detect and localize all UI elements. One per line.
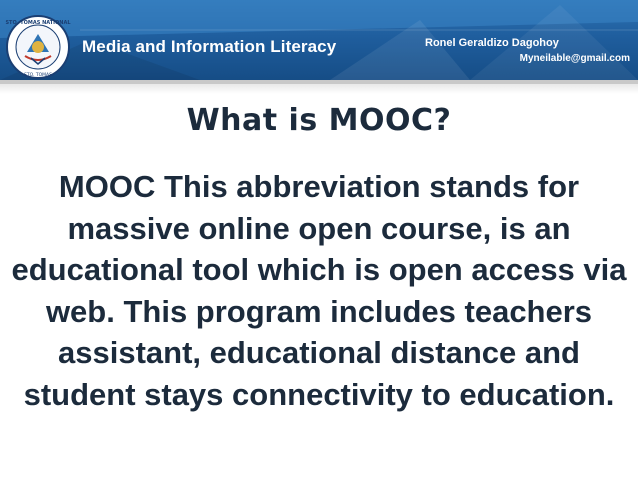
svg-text:STO. TOMAS NATIONAL: STO. TOMAS NATIONAL — [5, 20, 71, 26]
header-divider-shadow — [0, 84, 638, 94]
course-title: Media and Information Literacy — [82, 37, 337, 56]
header-banner — [0, 0, 638, 80]
author-email: Myneilable@gmail.com — [519, 53, 630, 64]
author-name: Ronel Geraldizo Dagohoy — [425, 37, 559, 49]
slide-body-text: MOOC This abbreviation stands for massive online open course, is an educational tool which is open access via web. This program includes teachers assistant, educational distance and student stays connectivity to education. — [11, 169, 627, 412]
school-seal-logo — [5, 14, 71, 80]
slide-title: What is MOOC? — [186, 103, 452, 138]
svg-text:STO. TOMAS: STO. TOMAS — [24, 73, 52, 78]
